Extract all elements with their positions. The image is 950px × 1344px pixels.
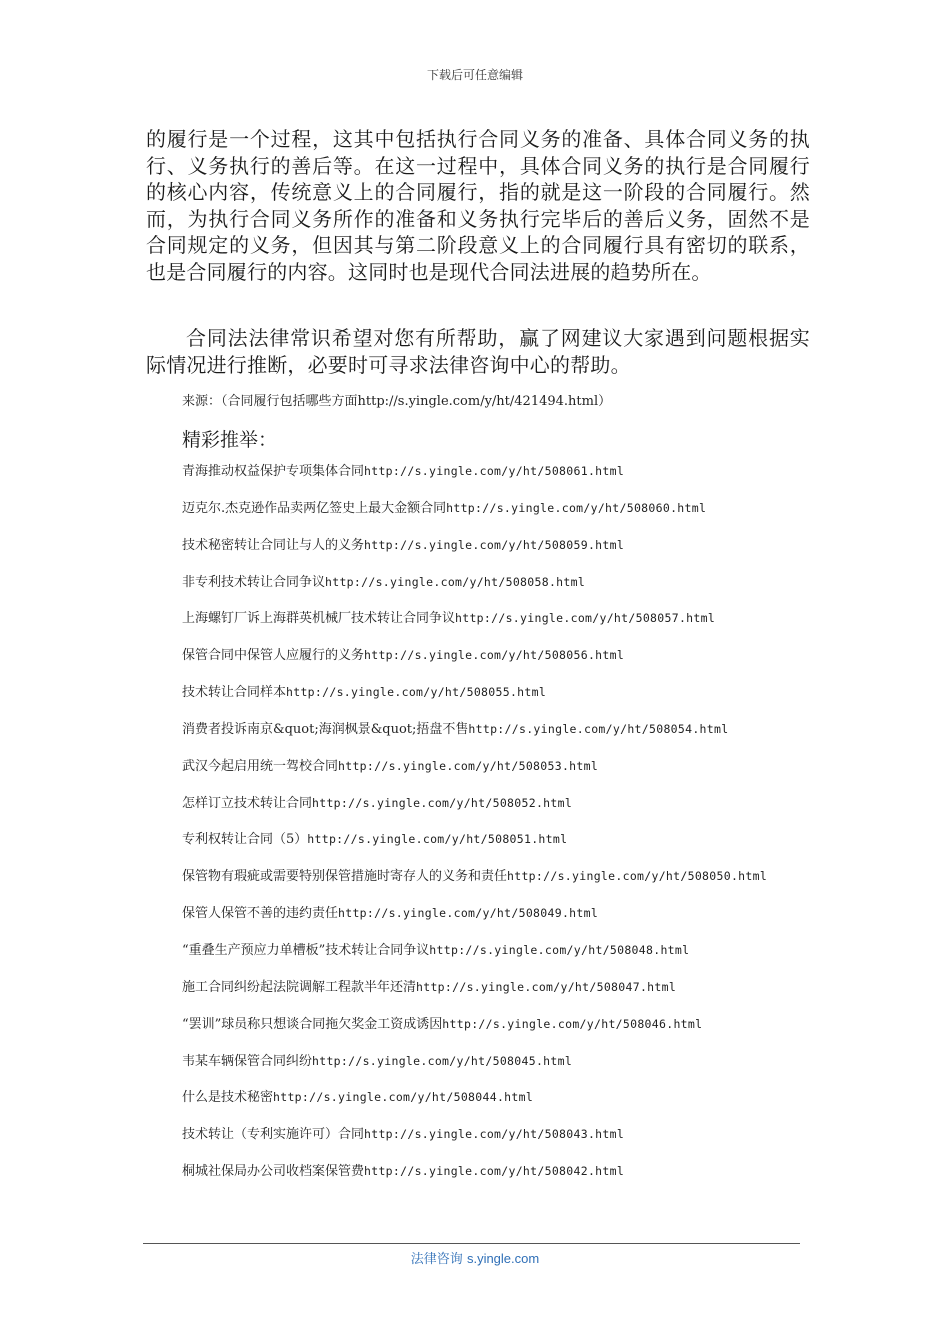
- recommend-item-title: 施工合同纠纷起法院调解工程款半年还清: [182, 979, 417, 995]
- recommend-item[interactable]: [182, 1086, 767, 1123]
- recommend-item-title: 桐城社保局办公司收档案保管费: [182, 1164, 365, 1180]
- recommend-item-title: 怎样订立技术转让合同: [182, 795, 313, 811]
- recommend-item-url[interactable]: http://s.yingle.com/y/ht/508060.html: [446, 500, 707, 515]
- footer-link[interactable]: [0, 1248, 950, 1267]
- recommend-item[interactable]: [182, 1123, 767, 1160]
- source-line: 来源：（合同履行包括哪些方面http://s.yingle.com/y/ht/421494.html）: [182, 394, 612, 409]
- footer-domain: s.yingle.com: [466, 1251, 540, 1266]
- recommend-item[interactable]: [182, 865, 767, 902]
- body-paragraph-1: 的履行是一个过程，这其中包括执行合同义务的准备、具体合同义务的执行、义务执行的善后等。在这一过程中，具体合同义务的执行是合同履行的核心内容，传统意义上的合同履行，指的就是这一阶段的合同履行。然而，为执行合同义务所作的准备和义务执行完毕后的善后义务，固然不是合同规定的义务，但因其与第二阶段意义上的合同履行具有密切的联系，也是合同履行的内容。这同时也是现代合同法进展的趋势所在。: [146, 127, 810, 284]
- recommend-item-url[interactable]: http://s.yingle.com/y/ht/508048.html: [429, 942, 690, 957]
- recommend-item-url[interactable]: http://s.yingle.com/y/ht/508050.html: [507, 869, 768, 884]
- recommend-item[interactable]: [182, 644, 767, 681]
- recommend-item-url[interactable]: http://s.yingle.com/y/ht/508045.html: [312, 1053, 573, 1068]
- recommend-item[interactable]: [182, 497, 767, 534]
- recommend-item-url[interactable]: http://s.yingle.com/y/ht/508051.html: [307, 832, 568, 847]
- recommend-item[interactable]: [182, 607, 767, 644]
- recommend-item[interactable]: [182, 976, 767, 1013]
- recommend-item[interactable]: [182, 1013, 767, 1050]
- recommend-item-url[interactable]: http://s.yingle.com/y/ht/508055.html: [286, 685, 547, 700]
- recommend-item-url[interactable]: http://s.yingle.com/y/ht/508046.html: [442, 1016, 703, 1031]
- recommend-item-url[interactable]: http://s.yingle.com/y/ht/508044.html: [273, 1090, 534, 1105]
- recommend-item[interactable]: [182, 681, 767, 718]
- recommend-item-title: 迈克尔.杰克逊作品卖两亿签史上最大金额合同: [182, 500, 447, 516]
- recommend-item-title: 技术秘密转让合同让与人的义务: [182, 537, 365, 553]
- recommend-item-title: 技术转让合同样本: [182, 685, 287, 701]
- recommend-item[interactable]: [182, 902, 767, 939]
- recommend-item-url[interactable]: http://s.yingle.com/y/ht/508057.html: [455, 611, 716, 626]
- recommend-item-url[interactable]: http://s.yingle.com/y/ht/508042.html: [364, 1164, 625, 1179]
- recommend-item[interactable]: [182, 828, 767, 865]
- recommend-item[interactable]: [182, 939, 767, 976]
- body-paragraph-2: 合同法法律常识希望对您有所帮助，赢了网建议大家遇到问题根据实际情况进行推断，必要时可寻求法律咨询中心的帮助。: [146, 326, 810, 377]
- recommend-item-title: “罢训”球员称只想谈合同拖欠奖金工资成诱因: [182, 1016, 443, 1032]
- recommend-item-url[interactable]: http://s.yingle.com/y/ht/508054.html: [468, 721, 729, 736]
- recommend-item-url[interactable]: http://s.yingle.com/y/ht/508047.html: [416, 979, 677, 994]
- recommend-item-title: 非专利技术转让合同争议: [182, 574, 326, 590]
- recommend-item-title: 保管物有瑕疵或需要特别保管措施时寄存人的义务和责任: [182, 869, 508, 885]
- recommend-item-title: 武汉今起启用统一驾校合同: [182, 758, 339, 774]
- recommend-item-title: 保管合同中保管人应履行的义务: [182, 648, 365, 664]
- recommend-item-url[interactable]: http://s.yingle.com/y/ht/508053.html: [338, 758, 599, 773]
- recommend-item-title: 消费者投诉南京&quot;海润枫景&quot;捂盘不售: [182, 721, 469, 737]
- footer-divider: [143, 1243, 800, 1244]
- recommend-item-title: “重叠生产预应力单槽板”技术转让合同争议: [182, 942, 430, 958]
- footer-label: 法律咨询: [410, 1252, 463, 1267]
- recommend-item[interactable]: [182, 755, 767, 792]
- recommend-item-url[interactable]: http://s.yingle.com/y/ht/508043.html: [364, 1127, 625, 1142]
- recommend-item-url[interactable]: http://s.yingle.com/y/ht/508058.html: [325, 574, 586, 589]
- recommend-title: 精彩推举：: [182, 429, 278, 451]
- recommend-item[interactable]: [182, 1050, 767, 1087]
- recommend-item-title: 技术转让（专利实施许可）合同: [182, 1127, 365, 1143]
- recommend-item-title: 上海螺钉厂诉上海群英机械厂技术转让合同争议: [182, 611, 456, 627]
- recommend-item[interactable]: [182, 460, 767, 497]
- recommend-item-title: 韦某车辆保管合同纠纷: [182, 1053, 313, 1069]
- page-header: 下载后可任意编辑: [426, 68, 523, 82]
- recommend-item-url[interactable]: http://s.yingle.com/y/ht/508061.html: [364, 464, 625, 478]
- recommend-item[interactable]: [182, 571, 767, 608]
- recommend-item-url[interactable]: http://s.yingle.com/y/ht/508052.html: [312, 795, 573, 810]
- recommend-item[interactable]: [182, 792, 767, 829]
- recommend-list: [182, 460, 767, 1197]
- recommend-item-title: 青海推动权益保护专项集体合同: [182, 464, 365, 479]
- recommend-item-url[interactable]: http://s.yingle.com/y/ht/508049.html: [338, 906, 599, 921]
- recommend-item[interactable]: [182, 534, 767, 571]
- recommend-item-url[interactable]: http://s.yingle.com/y/ht/508056.html: [364, 648, 625, 663]
- recommend-item-title: 专利权转让合同（5）: [182, 832, 308, 848]
- recommend-item[interactable]: [182, 718, 767, 755]
- recommend-item-title: 保管人保管不善的违约责任: [182, 906, 339, 922]
- recommend-item[interactable]: [182, 1160, 767, 1197]
- recommend-item-title: 什么是技术秘密: [182, 1090, 274, 1106]
- recommend-item-url[interactable]: http://s.yingle.com/y/ht/508059.html: [364, 537, 625, 552]
